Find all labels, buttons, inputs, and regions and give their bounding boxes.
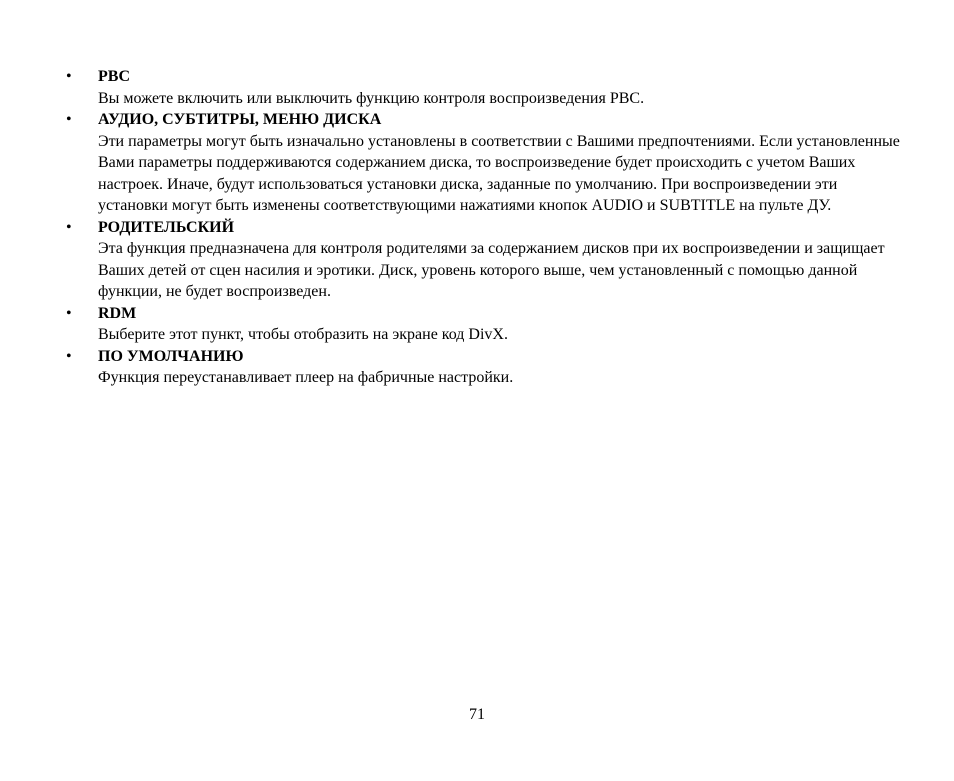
list-item-audio-subtitles-disc-menu bbox=[62, 109, 902, 217]
bullet-icon: • bbox=[66, 68, 72, 85]
page-number: 71 bbox=[469, 706, 485, 723]
list-item-pbc bbox=[62, 66, 902, 109]
bullet-icon: • bbox=[66, 218, 72, 236]
item-heading: RDM bbox=[98, 304, 137, 322]
item-description: Вы можете включить или выключить функцию контроля воспроизведения PBC. bbox=[98, 89, 645, 107]
item-description: Выберите этот пункт, чтобы отобразить на экране код DivX. bbox=[98, 326, 508, 343]
item-heading: АУДИО, СУБТИТРЫ, МЕНЮ ДИСКА bbox=[98, 111, 382, 128]
bullet-icon: • bbox=[66, 347, 72, 365]
list-item-parental bbox=[62, 217, 902, 303]
item-heading: ПО УМОЛЧАНИЮ bbox=[98, 347, 244, 365]
item-description: Эта функция предназначена для контроля родителями за содержанием дисков при их воспроизведении и защищает Ваших детей от сцен насилия и эротики. Диск, уровень которого выше, чем установленный с помощью данной функции, не будет воспроизведен. bbox=[98, 240, 885, 300]
item-description: Эти параметры могут быть изначально установлены в соответствии с Вашими предпочтениями. Если установленные Вами параметры поддерживаются содержанием диска, то воспроизведение будет происходить с учетом Ваших настроек. Иначе, будут использоваться установки диска, заданные по умолчанию. При воспроизведении эти установки могут быть изменены соответствующими нажатиями кнопок AUDIO и SUBTITLE на пульте ДУ. bbox=[98, 132, 900, 214]
item-heading: РОДИТЕЛЬСКИЙ bbox=[98, 218, 235, 236]
list-item-default bbox=[62, 346, 902, 389]
bullet-icon: • bbox=[66, 111, 72, 128]
bullet-icon: • bbox=[66, 304, 72, 322]
settings-description-list bbox=[62, 66, 902, 389]
item-description: Функция переустанавливает плеер на фабричные настройки. bbox=[98, 369, 514, 386]
item-heading: PBC bbox=[98, 68, 130, 85]
list-item-rdm bbox=[62, 303, 902, 346]
